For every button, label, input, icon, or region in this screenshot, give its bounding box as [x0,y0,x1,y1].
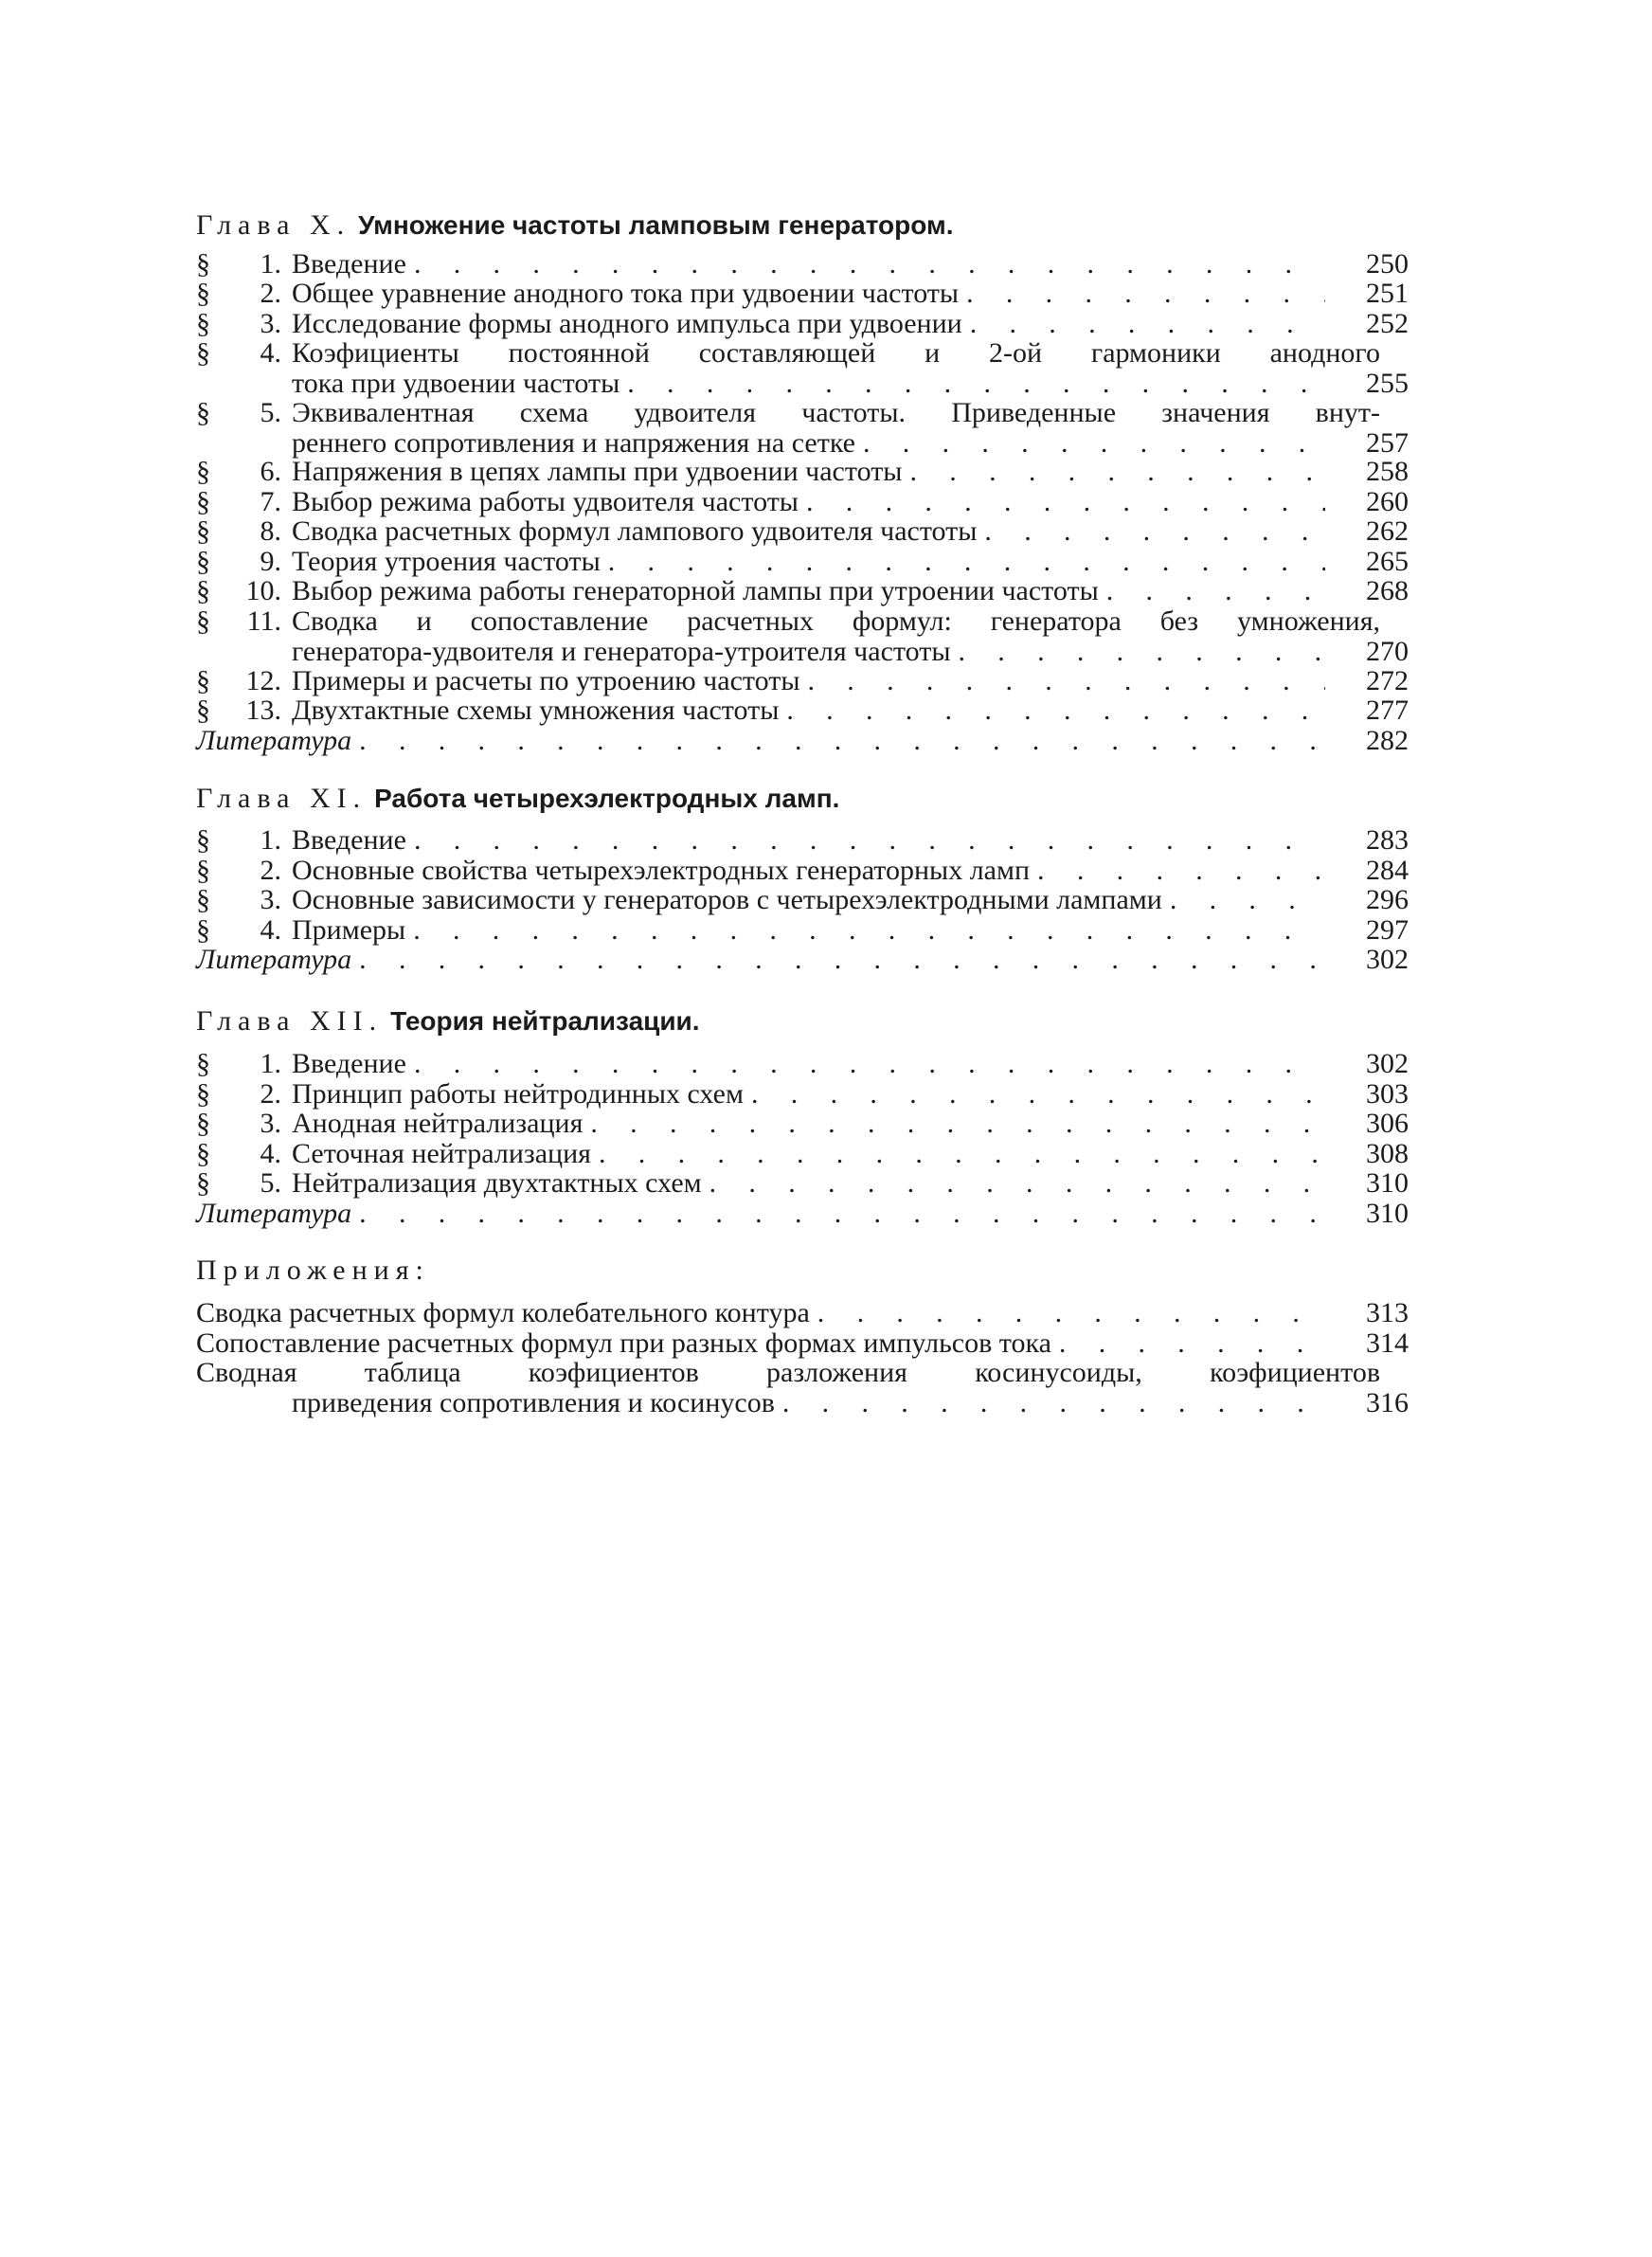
section-number: 5. [260,1167,281,1199]
page-number: 310 [1366,1198,1409,1229]
section-number: 11. [246,605,281,637]
entry-title: Теория утроения частоты [292,546,601,577]
page-number: 262 [1366,515,1409,547]
entry-line [196,547,1409,577]
page-number: 260 [1366,486,1409,517]
toc-entry[interactable] [196,1109,1409,1139]
section-number: 4. [260,914,281,946]
section-number: 6. [260,456,281,487]
chapter-heading [196,208,1428,243]
chapter-label: Глава XI. [196,783,368,814]
literature-label: Литература [196,944,352,975]
literature-entry[interactable] [196,1199,1409,1229]
page-number: 257 [1366,426,1409,459]
page-number: 270 [1366,635,1409,667]
toc-entry[interactable] [196,516,1409,547]
leader-dots [807,666,1325,696]
section-number: 1. [260,248,281,280]
entry-title: Сеточная нейтрализация [292,1138,591,1169]
entry-title: приведения сопротивления и косинусов [292,1386,775,1418]
section-mark: § [196,1108,210,1139]
entry-title: Основные свойства четырехэлектродных генераторных ламп [292,855,1031,886]
leader-dots [359,1199,1325,1229]
chapter-title: Работа четырехэлектродных ламп. [374,784,840,813]
leader-dots [782,1388,1325,1418]
toc-entry[interactable] [196,547,1409,577]
entry-line [196,1139,1409,1169]
section-mark: § [196,337,210,369]
entry-title: Сводка и сопоставление расчетных формул: генератора без умножения, [292,606,1380,637]
entry-title: Напряжения в цепях лампы при удвоении частоты [292,456,903,487]
leader-dots [806,487,1325,517]
entry-line [196,309,1409,339]
section-number: 1. [260,824,281,856]
entry-title: генератора-удвоителя и генератора-утроителя частоты [292,635,951,667]
leader-dots [817,1298,1325,1328]
entry-title: тока при удвоении частоты [292,367,620,399]
section-number: 2. [260,278,281,309]
section-mark: § [196,1048,210,1079]
entry-title: Сводка расчетных формул лампового удвоителя частоты [292,515,978,547]
entry-line [196,457,1409,487]
page-number: 282 [1366,725,1409,756]
toc-entry[interactable] [196,338,1409,398]
entry-title: Двухтактные схемы умножения частоты [292,695,780,726]
section-mark: § [196,397,210,428]
leader-dots [608,547,1325,577]
section-number: 3. [260,308,281,339]
entry-title: Выбор режима работы генераторной лампы при утроении частоты [292,575,1099,606]
page-number: 272 [1366,665,1409,696]
page-number: 316 [1366,1386,1409,1418]
page-number: 277 [1366,695,1409,726]
section-mark: § [196,665,210,696]
toc-entry[interactable] [196,457,1409,487]
entry-title: Эквивалентная схема удвоителя частоты. Приведенные значения внут- [292,398,1380,428]
leader-dots [414,825,1325,856]
page-number: 258 [1366,456,1409,487]
leader-dots [414,249,1325,280]
entry-line [196,338,1409,369]
leader-dots [863,428,1325,459]
entry-line [196,637,1409,667]
section-mark: § [196,456,210,487]
entry-title: Введение [292,1048,406,1079]
entry-title: Примеры и расчеты по утроению частоты [292,665,800,696]
entry-title: Основные зависимости у генераторов с четырехэлектродными лампами [292,884,1162,915]
toc-entry[interactable] [196,398,1409,458]
section-number: 12. [245,665,281,696]
page-number: 268 [1366,575,1409,606]
section-number: 2. [260,1078,281,1110]
entry-line [196,369,1409,399]
page-number: 310 [1366,1167,1409,1199]
entry-line [196,885,1409,915]
section-number: 8. [260,515,281,547]
toc-entry[interactable] [196,279,1409,309]
leader-dots [1059,1328,1325,1359]
entry-line [196,1358,1409,1388]
entry-line [196,945,1409,975]
entry-title: Принцип работы нейтродинных схем [292,1078,744,1110]
page-number: 255 [1366,367,1409,399]
section-number: 3. [260,1108,281,1139]
literature-entry[interactable] [196,726,1409,756]
page-number: 314 [1366,1327,1409,1359]
toc-entry[interactable] [196,1168,1409,1199]
toc-entry[interactable] [196,606,1409,666]
section-mark: § [196,308,210,339]
section-mark: § [196,1078,210,1110]
entry-line [196,1168,1409,1199]
toc-entry[interactable] [196,1139,1409,1169]
entry-title: Исследование формы анодного импульса при удвоении [292,308,962,339]
leader-dots [709,1168,1325,1199]
section-mark: § [196,695,210,726]
entry-title: Выбор режима работы удвоителя частоты [292,486,799,517]
entry-title: Нейтрализация двухтактных схем [292,1167,702,1199]
entry-line [196,606,1409,637]
entry-line [196,249,1409,280]
section-mark: § [196,824,210,856]
leader-dots [970,309,1325,339]
leader-dots [1106,576,1325,606]
entry-line [196,576,1409,606]
leader-dots [984,516,1325,547]
page-number: 296 [1366,884,1409,915]
section-mark: § [196,486,210,517]
toc-entry[interactable] [196,1079,1409,1110]
section-number: 9. [260,546,281,577]
leader-dots [413,915,1325,946]
leader-dots [359,945,1325,975]
leader-dots [909,457,1325,487]
entry-line [196,516,1409,547]
section-mark: § [196,1138,210,1169]
page-number: 251 [1366,278,1409,309]
page-number: 265 [1366,546,1409,577]
section-mark: § [196,914,210,946]
entry-line [196,726,1409,756]
page-number: 302 [1366,1048,1409,1079]
entry-line [196,279,1409,309]
entry-line [196,1049,1409,1079]
leader-dots [627,369,1325,399]
page-number: 284 [1366,855,1409,886]
leader-dots [359,726,1325,756]
entry-line [196,487,1409,517]
chapter-heading [196,1004,1428,1038]
section-mark: § [196,575,210,606]
page-number: 283 [1366,824,1409,856]
section-mark: § [196,855,210,886]
chapter-label: Глава X. [196,209,351,241]
section-mark: § [196,1167,210,1199]
entry-line [196,1298,1409,1328]
toc-entry[interactable] [196,487,1409,517]
entry-title: Сводная таблица коэфициентов разложения косинусоиды, коэфициентов [196,1358,1380,1388]
entry-title: Введение [292,824,406,856]
toc-entry[interactable] [196,309,1409,339]
page-number: 313 [1366,1297,1409,1328]
entry-line [196,666,1409,696]
entry-title: Сопоставление расчетных формул при разных формах импульсов тока [196,1327,1051,1359]
page-number: 252 [1366,308,1409,339]
page-number: 250 [1366,248,1409,280]
appendix-entry[interactable] [196,1328,1409,1359]
entry-line [196,1109,1409,1139]
entry-title: Коэфициенты постоянной составляющей и 2-ой гармоники анодного [292,338,1380,369]
literature-entry[interactable] [196,945,1409,975]
toc-entry[interactable] [196,825,1409,856]
entry-line [196,1199,1409,1229]
leader-dots [599,1139,1325,1169]
entry-line [196,825,1409,856]
toc-entry[interactable] [196,576,1409,606]
toc-entry[interactable] [196,1049,1409,1079]
toc-entry[interactable] [196,695,1409,726]
section-number: 1. [260,1048,281,1079]
literature-label: Литература [196,1198,352,1229]
section-mark: § [196,515,210,547]
entry-title: Введение [292,248,406,280]
section-number: 3. [260,884,281,915]
section-number: 4. [260,1138,281,1169]
entry-line [196,856,1409,886]
entry-title: Сводка расчетных формул колебательного контура [196,1297,810,1328]
entry-title: Общее уравнение анодного тока при удвоении частоты [292,278,960,309]
section-number: 7. [260,486,281,517]
leader-dots [1170,885,1325,915]
section-mark: § [196,248,210,280]
appendix-entry[interactable] [196,1358,1409,1417]
leader-dots [414,1049,1325,1079]
entry-line [196,695,1409,726]
appendix-heading: Приложения: [196,1255,430,1286]
entry-title: реннего сопротивления и напряжения на сетке [292,426,855,459]
page-number: 302 [1366,944,1409,975]
entry-title: Анодная нейтрализация [292,1108,584,1139]
leader-dots [751,1079,1325,1110]
toc-entry[interactable] [196,666,1409,696]
toc-entry[interactable] [196,249,1409,280]
chapter-title: Умножение частоты ламповым генератором. [358,210,954,240]
entry-line [196,915,1409,946]
section-mark: § [196,605,210,637]
entry-line [196,1388,1409,1418]
section-number: 2. [260,855,281,886]
entry-line [196,1328,1409,1359]
chapter-title: Теория нейтрализации. [390,1006,700,1036]
section-number: 5. [260,397,281,428]
leader-dots [1037,856,1325,886]
entry-line [196,1079,1409,1110]
page-number: 303 [1366,1078,1409,1110]
leader-dots [966,279,1325,309]
toc-entry[interactable] [196,915,1409,946]
toc-entry[interactable] [196,885,1409,915]
appendix-entry[interactable] [196,1298,1409,1328]
section-mark: § [196,278,210,309]
section-number: 13. [245,695,281,726]
chapter-heading [196,782,1428,816]
leader-dots [958,637,1325,667]
chapter-label: Глава XII. [196,1005,384,1037]
literature-label: Литература [196,725,352,756]
section-number: 10. [245,575,281,606]
page-number: 297 [1366,914,1409,946]
entry-title: Примеры [292,914,406,946]
leader-dots [786,695,1325,726]
leader-dots [590,1109,1325,1139]
section-number: 4. [260,337,281,369]
page-number: 308 [1366,1138,1409,1169]
section-mark: § [196,546,210,577]
entry-line [196,398,1409,428]
toc-entry[interactable] [196,856,1409,886]
entry-line [196,428,1409,459]
section-mark: § [196,884,210,915]
page-number: 306 [1366,1108,1409,1139]
